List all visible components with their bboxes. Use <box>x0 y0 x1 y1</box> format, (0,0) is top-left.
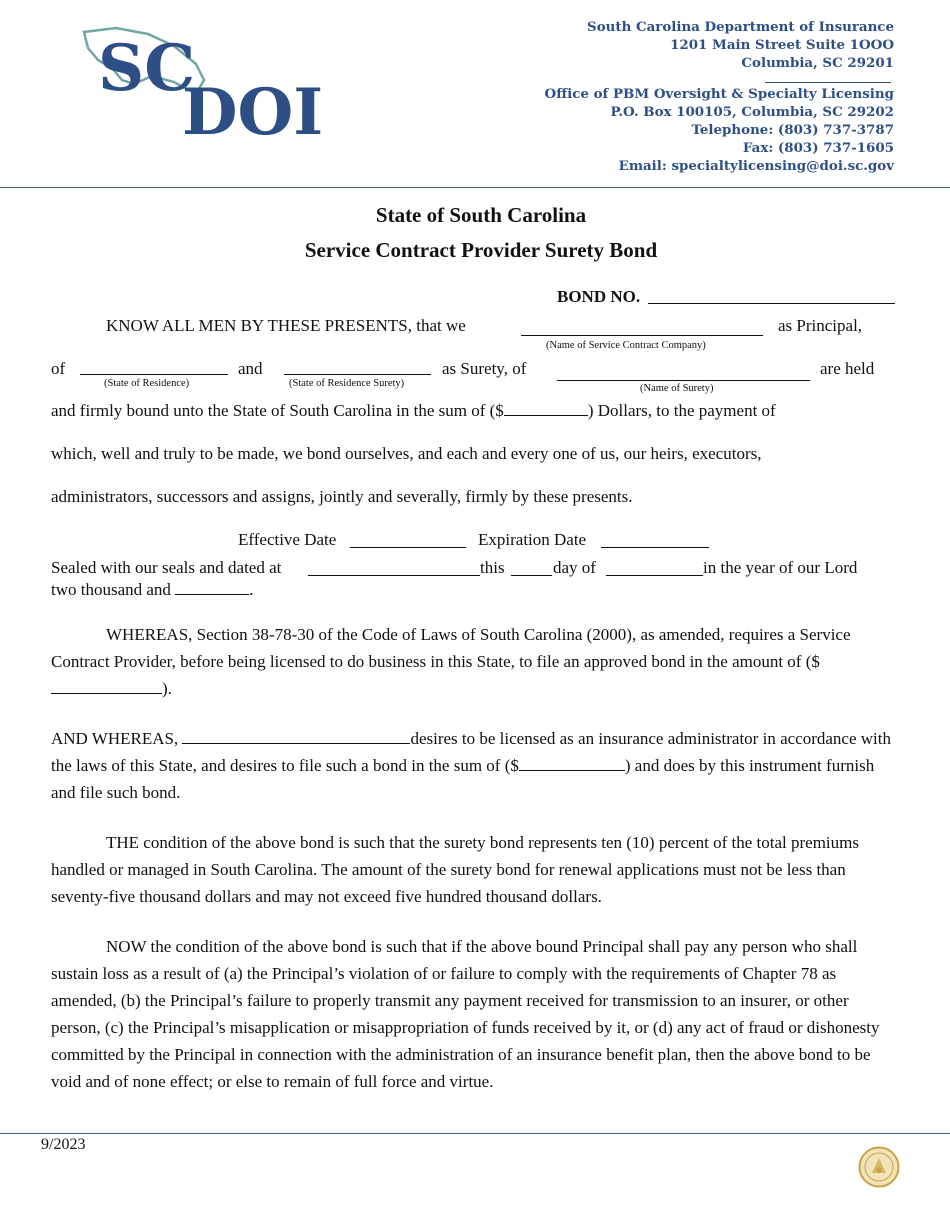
caption-state-of-residence: (State of Residence) <box>104 378 190 389</box>
caption-name-of-surety: (Name of Surety) <box>640 383 714 394</box>
footer-date: 9/2023 <box>41 1136 86 1153</box>
expiration-date-field[interactable] <box>601 547 709 548</box>
year-field[interactable] <box>175 580 249 595</box>
name-of-surety-field[interactable] <box>557 380 810 381</box>
two-thousand-label: two thousand and <box>51 580 171 599</box>
document-title-bond: Service Contract Provider Surety Bond <box>304 238 658 262</box>
know-all-men-text: KNOW ALL MEN BY THESE PRESENTS, that we <box>106 316 466 335</box>
of-text: of <box>51 359 66 378</box>
applicant-name-field[interactable] <box>182 729 410 744</box>
department-address-line2: Columbia, SC 29201 <box>741 55 894 71</box>
sum-suffix: ) Dollars, to the payment of <box>587 401 776 420</box>
year-of-lord-text: in the year of our Lord <box>703 558 858 577</box>
footer-rule <box>0 1133 950 1134</box>
condition-2-text: NOW the condition of the above bond is such that if the above bound Principal shall pay any person who shall sustain loss as a result of (a) the Principal’s violation of or failure to comply with the requirements of Chapter 78 as amended, (b) the Principal’s failure to properly transmit any payment received for transmission to an insurer, or other person, (c) the Principal’s misapplication or misappropriation of funds received by it, or (d) any act of fraud or dishonesty committed by the Principal in connection with the administration of an insurance benefit plan, then the above bond to be void and of none effect; or else to remain of full force and virtue. <box>51 937 880 1091</box>
office-fax: Fax: (803) 737-1605 <box>742 140 894 156</box>
sum-prefix: and firmly bound unto the State of South Carolina in the sum of ($ <box>51 401 504 420</box>
department-address-block <box>587 18 894 72</box>
which-well-text: which, well and truly to be made, we bond ourselves, and each and every one of us, our heirs, executors, <box>51 444 762 463</box>
and-text: and <box>238 359 263 378</box>
condition-1-text: THE condition of the above bond is such that the surety bond represents ten (10) percent of the total premiums handled or managed in South Carolina. The amount of the surety bond for renewal applications must not be less than seventy-five thousand dollars and may not exceed five hundred thousand dollars. <box>51 833 859 906</box>
header-divider <box>765 82 891 83</box>
office-contact-block <box>545 85 894 175</box>
and-whereas-paragraph <box>51 725 901 806</box>
bond-sum-field[interactable] <box>504 401 588 416</box>
office-name: Office of PBM Oversight & Specialty Licensing <box>544 86 894 102</box>
office-po-box: P.O. Box 100105, Columbia, SC 29202 <box>610 104 894 120</box>
firmly-bound-text <box>51 401 776 421</box>
month-field[interactable] <box>606 575 703 576</box>
sealed-text: Sealed with our seals and dated at <box>51 558 282 577</box>
expiration-date-label: Expiration Date <box>478 530 587 549</box>
effective-date-field[interactable] <box>350 547 466 548</box>
state-of-residence-field[interactable] <box>80 374 228 375</box>
effective-date-label: Effective Date <box>238 530 337 549</box>
and-whereas-suffix: ) and does by this instrument furnish and file such bond. <box>51 756 875 802</box>
and-whereas-label: AND WHEREAS, <box>51 729 179 748</box>
office-telephone: Telephone: (803) 737-3787 <box>691 122 894 138</box>
as-surety-text: as Surety, of <box>442 359 527 378</box>
approved-bond-amount-field[interactable] <box>51 679 162 694</box>
department-address-line1: 1201 Main Street Suite 1OOO <box>670 37 894 53</box>
state-of-residence-surety-field[interactable] <box>284 374 431 375</box>
whereas-suffix: ). <box>162 679 172 698</box>
bond-no-label: BOND NO. <box>557 287 641 306</box>
department-name: South Carolina Department of Insurance <box>587 19 894 35</box>
bond-sum-2-field[interactable] <box>519 756 625 771</box>
whereas-paragraph <box>51 621 901 702</box>
office-email: Email: specialtylicensing@doi.sc.gov <box>618 158 894 174</box>
caption-state-of-residence-surety: (State of Residence Surety) <box>289 378 405 389</box>
day-field[interactable] <box>511 575 552 576</box>
document-title-state: State of South Carolina <box>375 203 587 227</box>
logo-doi-text: DOI <box>182 75 324 139</box>
header-rule <box>0 187 950 188</box>
condition-paragraph-2 <box>51 933 901 1095</box>
as-principal-text: as Principal, <box>778 316 863 335</box>
day-of-text: day of <box>553 558 596 577</box>
scdoi-logo <box>78 24 328 139</box>
dated-at-field[interactable] <box>308 575 480 576</box>
condition-paragraph-1 <box>51 829 901 910</box>
are-held-text: are held <box>820 359 875 378</box>
service-contract-company-field[interactable] <box>521 335 763 336</box>
logo-sc-text: SC <box>98 31 196 106</box>
caption-company-name: (Name of Service Contract Company) <box>546 340 706 351</box>
state-seal-icon <box>858 1146 900 1188</box>
whereas-text: WHEREAS, Section 38-78-30 of the Code of Laws of South Carolina (2000), as amended, requires a Service Contract Provider, before being licensed to do business in this State, to file an approved bond in the amount of ($ <box>51 625 851 671</box>
two-thousand-text: two thousand and . <box>51 580 254 599</box>
bond-no-field[interactable] <box>648 303 895 304</box>
this-text: this <box>480 558 505 577</box>
administrators-text: administrators, successors and assigns, jointly and severally, firmly by these presents. <box>51 487 633 506</box>
and-whereas-text: desires to be licensed as an insurance administrator in accordance with the laws of this State, and desires to file such a bond in the sum of ($ <box>51 729 891 775</box>
